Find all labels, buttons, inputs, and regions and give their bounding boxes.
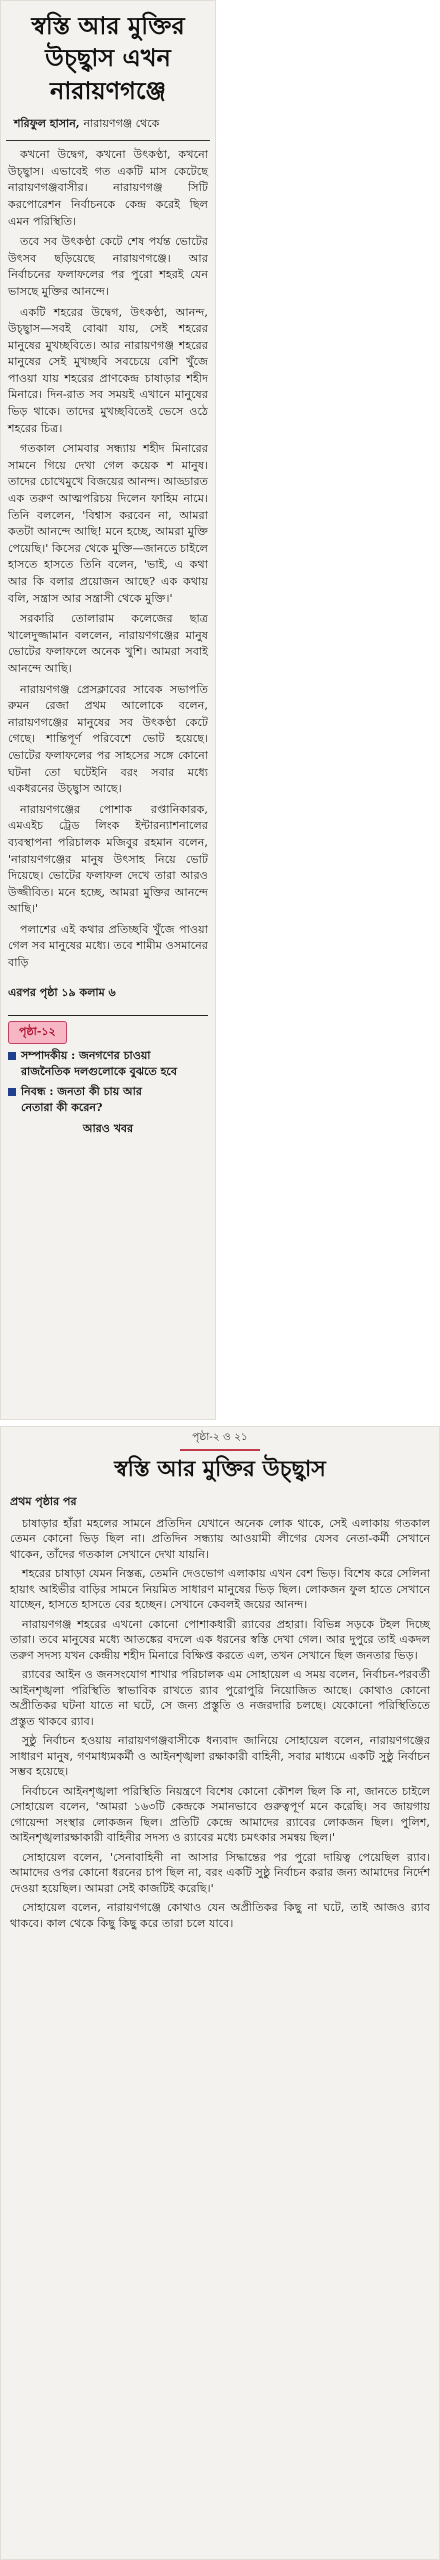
paragraph: পলাশের এই কথার প্রতিচ্ছবি খুঁজে পাওয়া গেল সব মানুষের মধ্যে। তবে শামীম ওসমানের বাড়ি (8, 922, 208, 970)
square-bullet-icon (8, 1052, 16, 1060)
index-item (8, 1084, 208, 1100)
paragraph: র‍্যাবের আইন ও জনসংযোগ শাখার পরিচালক এম সোহায়েল এ সময় বলেন, নির্বাচন-পরবর্তী আইনশৃঙ্খলা পরিস্থিতি স্বাভাবিক রাখতে র‍্যাব পুরোপুরি নিয়োজিত আছে। কোথাও কোনো অপ্রীতিকর ঘটনা যাতে না ঘটে, সে জন্য প্রস্তুতি ও নজরদারি চলছে। যেকোনো পরিস্থিতিতে প্রস্তুত থাকবে র‍্যাব। (10, 1668, 430, 1728)
front-headline: স্বস্তি আর মুক্তির উচ্ছ্বাস এখন নারায়ণগঞ্জে (31, 11, 185, 105)
paragraph: নারায়ণগঞ্জ শহরের এখনো কোনো পোশাকধারী র‍্যাবের প্রহারা। বিভিন্ন সড়কে টহল দিচ্ছে তারা। তবে মানুষের মধ্যে আতঙ্কের বদলে এক ধরনের স্বস্তি দেখা গেল। আর দুপুরে তাই একদল তরুণ সদস্য যখন কেন্দ্রীয় শহীদ মিনারে বিক্ষিপ্ত করতে এল, তখন সেখানে ছিল জনতার ভিড়। (10, 1617, 430, 1662)
paragraph: সরকারি তোলারাম কলেজের ছাত্র খালেদুজ্জামান বললেন, নারায়ণগঞ্জের মানুষ ভোটের ফলাফলে অনেক খুশি। আমরা সবাই আনন্দে আছি। (8, 612, 208, 675)
byline-name: শরিফুল হাসান, (14, 117, 80, 131)
paragraph: সোহায়েল বলেন, নারায়ণগঞ্জে কোথাও যেন অপ্রীতিকর কিছু না ঘটে, তাই আজও র‍্যাব থাকবে। কাল থেকে কিছু কিছু করে তারা চলে যাবে। (10, 1901, 430, 1930)
byline-place: নারায়ণগঞ্জ থেকে (83, 117, 160, 131)
paragraph: সুষ্ঠু নির্বাচন হওয়ায় নারায়ণগঞ্জবাসীকে ধন্যবাদ জানিয়ে সোহায়েল বলেন, নারায়ণগঞ্জের সাধারণ মানুষ, গণমাধ্যমকর্মী ও আইনশৃঙ্খলা রক্ষাকারী বাহিনী, সবার মাধ্যমে একটি সুষ্ঠু নির্বাচন সম্ভব হয়েছে। (10, 1734, 430, 1779)
index-item-title: নিবন্ধ : জনতা কী চায় আর (21, 1084, 142, 1098)
paragraph: তবে সব উৎকণ্ঠা কেটে শেষ পর্যন্ত ভোটের উৎসব ছড়িয়েছে নারায়ণগঞ্জে। আর নির্বাচনের ফলাফলের পর পুরো শহরই যেন ভাসছে মুক্তির আনন্দে। (8, 235, 208, 298)
paragraph: কখনো উদ্বেগ, কখনো উৎকণ্ঠা, কখনো উচ্ছ্বাস। এভাবেই গত একটি মাস কেটেছে নারায়ণগঞ্জবাসীর। নারায়ণগঞ্জ সিটি করপোরেশন নির্বাচনকে কেন্দ্র করেই ছিল এমন পরিস্থিতি। (8, 148, 208, 228)
paragraph: একটি শহরের উদ্বেগ, উৎকণ্ঠা, আনন্দ, উচ্ছ্বাস—সবই বোঝা যায়, সেই শহরের মানুষের মুখচ্ছবিতে। আর নারায়ণগঞ্জ শহরের মানুষের সেই মুখচ্ছবি সবচেয়ে বেশি খুঁজে পাওয়া যায় শহরের প্রাণকেন্দ্র চাষাড়ার শহীদ মিনারে। দিন-রাত সব সময়ই এখানে মানুষের ভিড় থাকে। তাদের মুখচ্ছবিতেই ভেসে ওঠে শহরের চিত্র। (8, 305, 208, 435)
continued-note: এরপর পৃষ্ঠা ১৯ কলাম ৬ (8, 985, 116, 999)
index-item-subtitle: রাজনৈতিক দলগুলোকে বুঝতে হবে (21, 1064, 177, 1078)
inside-article-body (0, 1516, 440, 1932)
page-reference: পৃষ্ঠা-২ ও ২১ (192, 1431, 248, 1443)
front-article-body (0, 141, 216, 982)
byline (6, 111, 210, 141)
index-item (8, 1048, 208, 1064)
square-bullet-icon (8, 1088, 16, 1096)
page-tag: পৃষ্ঠা-১২ (8, 1021, 67, 1044)
paragraph: নারায়ণগঞ্জের পোশাক রপ্তানিকারক, এমএইচ ট্রেড লিংক ইন্টারন্যাশনালের ব্যবস্থাপনা পরিচালক মজিবুর রহমান বলেন, 'নারায়ণগঞ্জের মানুষ উৎসাহ নিয়ে ভোট দিয়েছে। ভোটের ফলাফল দেখে তারা আরও উজ্জীবিত। মনে হচ্ছে, আমরা মুক্তির আনন্দে আছি।' (8, 802, 208, 916)
paragraph: নির্বাচনে আইনশৃঙ্খলা পরিস্থিতি নিয়ন্ত্রণে বিশেষ কোনো কৌশল ছিল কি না, জানতে চাইলে সোহায়েল বলেন, 'আমরা ১৬৩টি কেন্দ্রকে সমানভাবে গুরুত্বপূর্ণ মনে করেছি। সব জায়গায় গোয়েন্দা সংস্থার লোকজন ছিল। প্রতিটি কেন্দ্রে আমাদের র‍্যাবের লোকজন ছিল। পুলিশ, আইনশৃঙ্খলারক্ষাকারী বাহিনীর সদস্য ও র‍্যাবের মধ্যে চমৎকার সমন্বয় ছিল।' (10, 1784, 430, 1845)
inside-index (8, 1015, 208, 1139)
paragraph: চাষাড়ার হাঁরা মহলের সামনে প্রতিদিন যেখানে অনেক লোক থাকে, সেই এলাকায় গতকাল তেমন কোনো ভিড় ছিল না। প্রতিদিন সন্ধ্যায় আওয়ামী লীগের যেসব নেতা-কর্মী সেখানে থাকেন, তাঁদের গতকাল সেখানে দেখা যায়নি। (10, 1516, 430, 1561)
index-item-subtitle: নেতারা কী করেন? (21, 1100, 103, 1114)
paragraph: গতকাল সোমবার সন্ধ্যায় শহীদ মিনারের সামনে গিয়ে দেখা গেল কয়েক শ মানুষ। তাদের চোখেমুখে বিজয়ের আনন্দ। আড্ডারত এক তরুণ আত্মপরিচয় দিলেন ফাহিম নামে। তিনি বললেন, 'বিশ্বাস করবেন না, আমরা কতটা আনন্দে আছি! মনে হচ্ছে, আমরা মুক্তি পেয়েছি।' কিসের থেকে মুক্তি—জানতে চাইলে হাসতে হাসতে তিনি বলেন, 'ভাই, এ কথা আর কি বলার প্রয়োজন আছে? এক কথায় বলি, সন্ত্রাস আর সন্ত্রাসী থেকে মুক্তি।' (8, 442, 208, 605)
paragraph: শহরের চাষাড়া যেমন নিস্তব্ধ, তেমনি দেওভোগ এলাকায় এখন বেশ ভিড়। বিশেষ করে সেলিনা হায়াৎ আইভীর বাড়ির সামনে নিয়মিত সাধারণ মানুষের ভিড় ছিল। লোকজন ফুল হাতে সেখানে যাচ্ছেন, হাসতে হাসতে বের হচ্ছেন। সেখানে কেবলই জয়ের আনন্দ। (10, 1567, 430, 1612)
inside-headline: স্বস্তি আর মুক্তির উচ্ছ্বাস (114, 1456, 326, 1482)
paragraph: নারায়ণগঞ্জ প্রেসক্লাবের সাবেক সভাপতি রুমন রেজা প্রথম আলোকে বলেন, নারায়ণগঞ্জের মানুষের সব উৎকণ্ঠা কেটে গেছে। শান্তিপূর্ণ পরিবেশে ভোট হয়েছে। ভোটের ফলাফলের পর সাহসের সঙ্গে কোনো ঘটনা তো ঘটেইনি বরং সবার মধ্যে একধরনের উচ্ছ্বাস আছে। (8, 682, 208, 796)
inside-page-clipping (0, 1426, 440, 2560)
continuation-lead: প্রথম পৃষ্ঠার পর (10, 1494, 77, 1508)
front-page-clipping (0, 0, 216, 1420)
more-news: আরও খবর (82, 1121, 134, 1135)
index-item-title: সম্পাদকীয় : জনগণের চাওয়া (21, 1048, 151, 1062)
paragraph: সোহায়েল বলেন, 'সেনাবাহিনী না আসার সিদ্ধান্তের পর পুরো দায়িত্ব পেয়েছিল র‍্যাব। আমাদের ওপর কোনো ধরনের চাপ ছিল না, বরং একটি সুষ্ঠু নির্বাচন করার জন্য আমাদের নির্দেশ দেওয়া হয়েছিল। আমরা সেই কাজটিই করেছি।' (10, 1850, 430, 1895)
